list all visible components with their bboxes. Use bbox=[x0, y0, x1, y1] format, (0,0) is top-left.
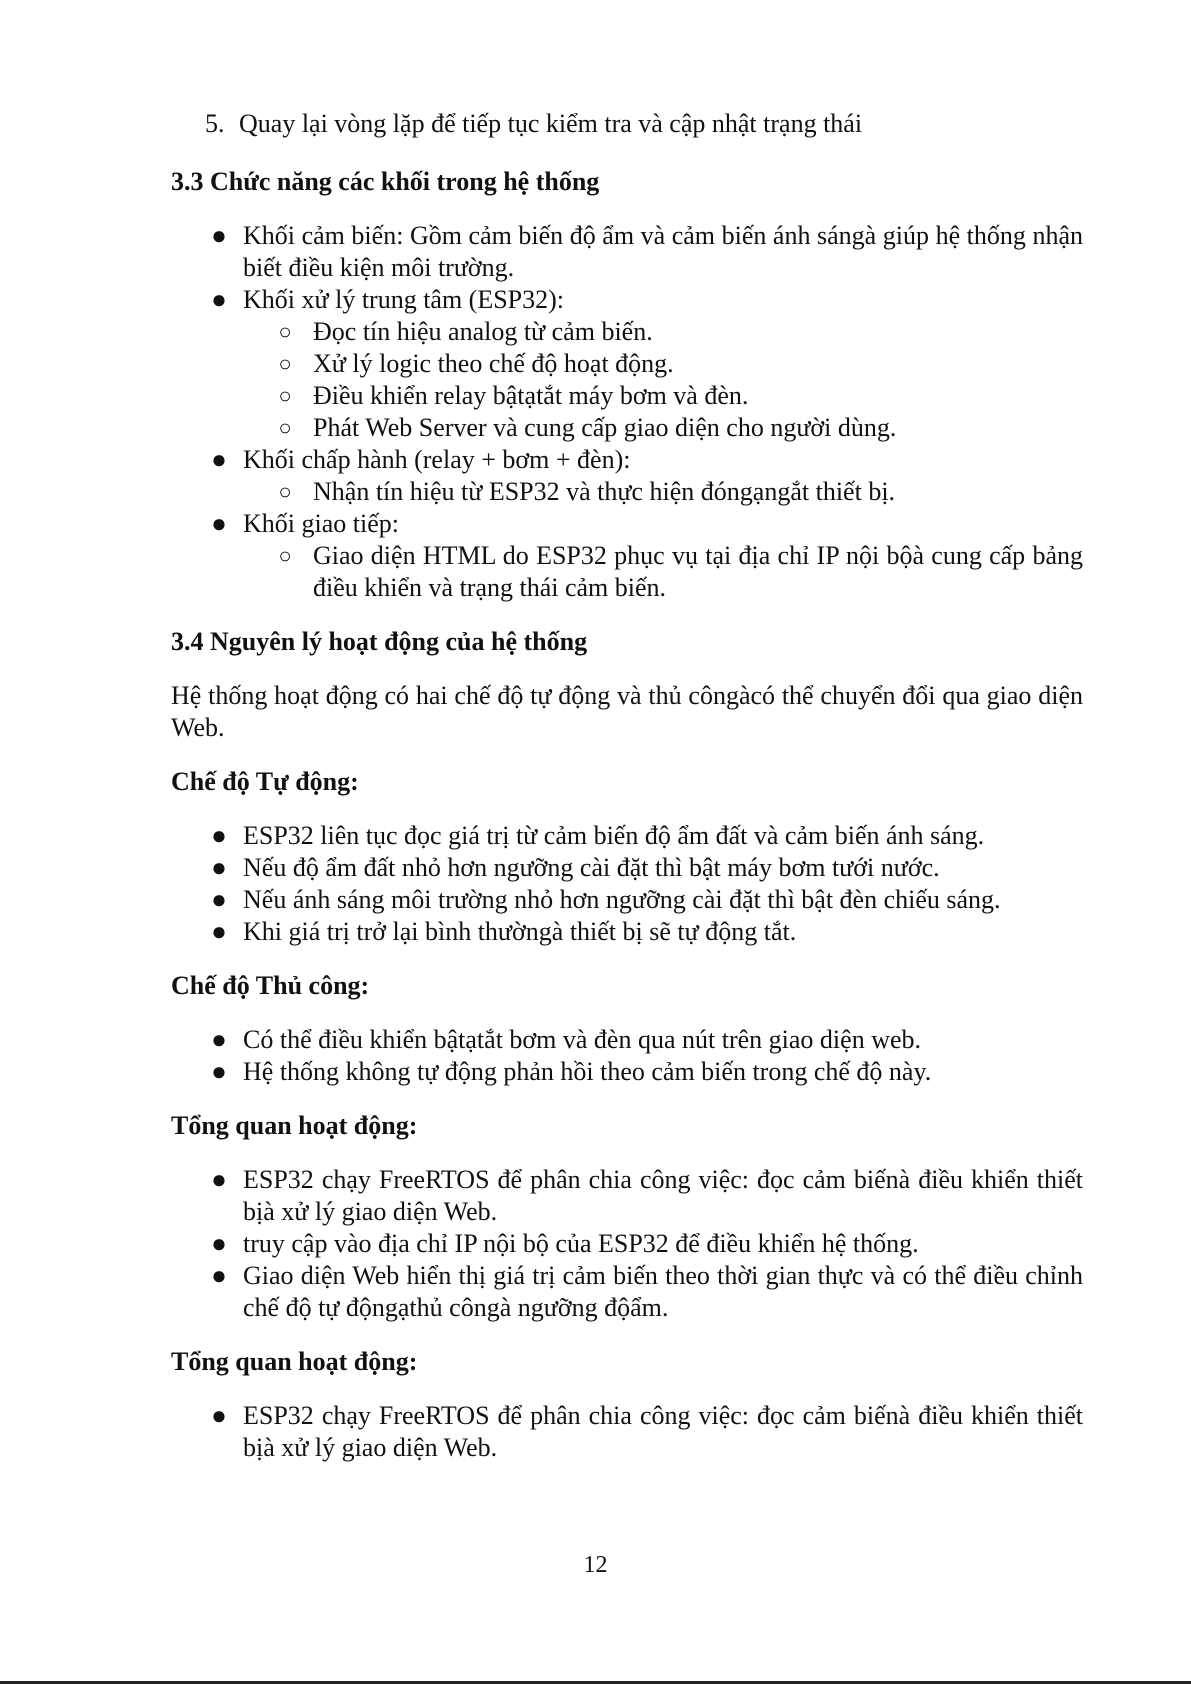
page-number: 12 bbox=[583, 1552, 608, 1578]
list-item bbox=[171, 1400, 1083, 1464]
list-item bbox=[171, 284, 1083, 444]
sub-item-text: Xử lý logic theo chế độ hoạt động. bbox=[313, 349, 674, 378]
sub-list bbox=[243, 316, 1083, 444]
sub-list-item bbox=[171, 380, 1083, 412]
bottom-divider bbox=[0, 1681, 1191, 1684]
bullet-icon: ● bbox=[211, 1401, 227, 1430]
bullet-icon: ● bbox=[211, 1261, 227, 1290]
list-item-text: Hệ thống không tự động phản hồi theo cảm biến trong chế độ này. bbox=[243, 1057, 932, 1086]
sub-list-item bbox=[171, 348, 1083, 380]
bullet-icon: ● bbox=[211, 1165, 227, 1194]
auto-mode-heading: Chế độ Tự động: bbox=[171, 767, 359, 796]
list-item-text: ESP32 liên tục đọc giá trị từ cảm biến độ ẩm đất và cảm biến ánh sáng. bbox=[243, 821, 985, 850]
item-number: 5. bbox=[205, 109, 225, 138]
bullet-icon: ● bbox=[211, 853, 227, 882]
hollow-bullet-icon: ○ bbox=[278, 319, 292, 344]
list-item bbox=[171, 916, 1083, 948]
list-item bbox=[171, 884, 1083, 916]
list-item-text: Có thể điều khiển bậtạtắt bơm và đèn qua nút trên giao diện web. bbox=[243, 1025, 922, 1054]
list-item bbox=[171, 1056, 1083, 1088]
list-item-text: ESP32 chạy FreeRTOS để phân chia công việc: đọc cảm biếnà điều khiển thiết bịà xử lý giao diện Web. bbox=[243, 1401, 1083, 1462]
list-item bbox=[171, 852, 1083, 884]
auto-mode-list bbox=[171, 820, 1083, 948]
bullet-icon: ● bbox=[211, 917, 227, 946]
hollow-bullet-icon: ○ bbox=[278, 383, 292, 408]
hollow-bullet-icon: ○ bbox=[278, 415, 292, 440]
list-item bbox=[171, 1024, 1083, 1056]
bullet-icon: ● bbox=[211, 821, 227, 850]
list-item-text: truy cập vào địa chỉ IP nội bộ của ESP32 để điều khiển hệ thống. bbox=[243, 1229, 919, 1258]
bullet-icon: ● bbox=[211, 885, 227, 914]
overview-list bbox=[171, 1164, 1083, 1324]
manual-mode-list bbox=[171, 1024, 1083, 1088]
section-3-4-heading: 3.4 Nguyên lý hoạt động của hệ thống bbox=[171, 627, 588, 656]
list-item bbox=[171, 444, 1083, 508]
list-item-text: Khi giá trị trở lại bình thườngà thiết bị sẽ tự động tắt. bbox=[243, 917, 797, 946]
sub-list bbox=[243, 540, 1083, 604]
sub-list-item bbox=[171, 316, 1083, 348]
overview-heading: Tổng quan hoạt động: bbox=[171, 1111, 418, 1140]
section-3-4-paragraph: Hệ thống hoạt động có hai chế độ tự động và thủ côngàcó thể chuyển đổi qua giao diện Web. bbox=[171, 681, 1083, 742]
bullet-icon: ● bbox=[211, 1229, 227, 1258]
list-item bbox=[171, 1260, 1083, 1324]
bullet-icon: ● bbox=[211, 285, 227, 314]
numbered-item-5 bbox=[205, 108, 1083, 140]
sub-item-text: Nhận tín hiệu từ ESP32 và thực hiện đóngạngắt thiết bị. bbox=[313, 477, 896, 506]
list-item-text: Nếu độ ẩm đất nhỏ hơn ngưỡng cài đặt thì bật máy bơm tưới nước. bbox=[243, 853, 940, 882]
hollow-bullet-icon: ○ bbox=[278, 479, 292, 504]
list-item bbox=[171, 1228, 1083, 1260]
sub-item-text: Điều khiển relay bậtạtắt máy bơm và đèn. bbox=[313, 381, 749, 410]
list-item-text: Giao diện Web hiển thị giá trị cảm biến theo thời gian thực và có thể điều chỉnh chế độ tự độngạthủ côngà ngưỡng độẩm. bbox=[243, 1261, 1083, 1322]
sub-item-text: Đọc tín hiệu analog từ cảm biến. bbox=[313, 317, 653, 346]
sub-list-item bbox=[171, 540, 1083, 604]
manual-mode-heading: Chế độ Thủ công: bbox=[171, 971, 370, 1000]
bullet-icon: ● bbox=[211, 1057, 227, 1086]
sub-list-item bbox=[171, 412, 1083, 444]
page-content bbox=[171, 108, 1083, 1486]
overview-heading-repeat: Tổng quan hoạt động: bbox=[171, 1347, 418, 1376]
bullet-icon: ● bbox=[211, 1025, 227, 1054]
sub-list-item bbox=[171, 476, 1083, 508]
section-3-3-heading: 3.3 Chức năng các khối trong hệ thống bbox=[171, 167, 600, 196]
bullet-icon: ● bbox=[211, 445, 227, 474]
list-item-text: Khối cảm biến: Gồm cảm biến độ ẩm và cảm biến ánh sángà giúp hệ thống nhận biết điều kiện môi trường. bbox=[243, 221, 1083, 282]
overview-list-repeat bbox=[171, 1400, 1083, 1464]
list-item-text: ESP32 chạy FreeRTOS để phân chia công việc: đọc cảm biếnà điều khiển thiết bịà xử lý giao diện Web. bbox=[243, 1165, 1083, 1226]
hollow-bullet-icon: ○ bbox=[278, 351, 292, 376]
list-item-text: Khối giao tiếp: bbox=[243, 509, 399, 538]
list-item-text: Nếu ánh sáng môi trường nhỏ hơn ngưỡng cài đặt thì bật đèn chiếu sáng. bbox=[243, 885, 1001, 914]
list-item bbox=[171, 220, 1083, 284]
list-item bbox=[171, 820, 1083, 852]
list-item bbox=[171, 1164, 1083, 1228]
block-functions-list bbox=[171, 220, 1083, 604]
list-item bbox=[171, 508, 1083, 604]
sub-item-text: Giao diện HTML do ESP32 phục vụ tại địa chỉ IP nội bộà cung cấp bảng điều khiển và trạng thái cảm biến. bbox=[313, 541, 1083, 602]
list-item-text: Khối xử lý trung tâm (ESP32): bbox=[243, 285, 565, 314]
sub-list bbox=[243, 476, 1083, 508]
bullet-icon: ● bbox=[211, 221, 227, 250]
sub-item-text: Phát Web Server và cung cấp giao diện cho người dùng. bbox=[313, 413, 897, 442]
hollow-bullet-icon: ○ bbox=[278, 543, 292, 568]
list-item-text: Khối chấp hành (relay + bơm + đèn): bbox=[243, 445, 631, 474]
item-text: Quay lại vòng lặp để tiếp tục kiểm tra và cập nhật trạng thái bbox=[239, 109, 863, 138]
bullet-icon: ● bbox=[211, 509, 227, 538]
